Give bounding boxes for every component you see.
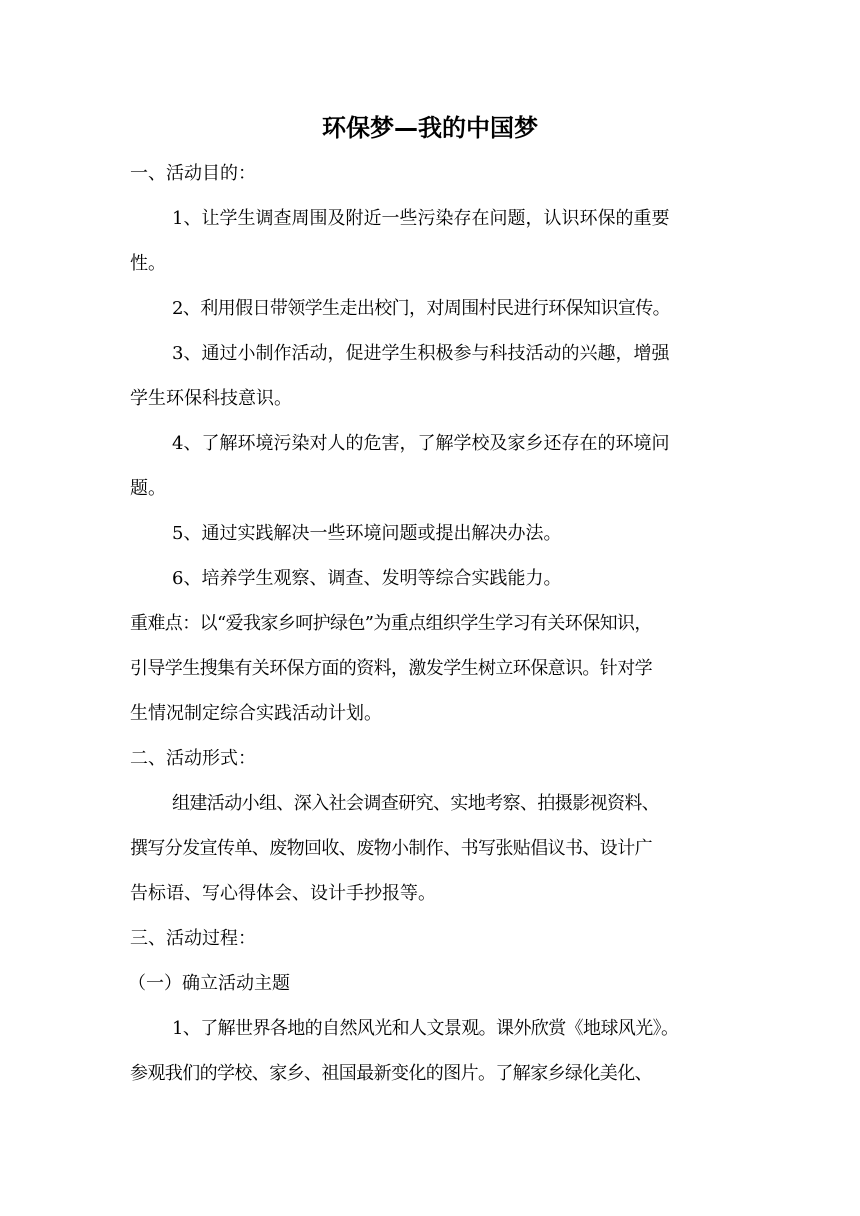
section-heading-format: 二、活动形式： [130,748,256,769]
paragraph-line: 1、让学生调查周围及附近一些污染存在问题，认识环保的重要 [172,208,670,229]
paragraph-line: 6、培养学生观察、调查、发明等综合实践能力。 [172,568,562,589]
paragraph-line: 5、通过实践解决一些环境问题或提出解决办法。 [172,523,562,544]
document-title: 环保梦—我的中国梦 [322,114,538,142]
paragraph-line: 4、了解环境污染对人的危害，了解学校及家乡还存在的环境问 [172,433,670,454]
paragraph-line: 告标语、写心得体会、设计手抄报等。 [130,883,436,904]
paragraph-line: 组建活动小组、深入社会调查研究、实地考察、拍摄影视资料、 [172,793,660,814]
paragraph-line: 引导学生搜集有关环保方面的资料，激发学生树立环保意识。针对学 [130,658,652,679]
paragraph-line: 题。 [130,478,166,499]
paragraph-line: 参观我们的学校、家乡、祖国最新变化的图片。了解家乡绿化美化、 [130,1063,652,1084]
paragraph-line: 生情况制定综合实践活动计划。 [130,703,382,724]
section-heading-process: 三、活动过程： [130,928,256,949]
paragraph-line: 2、利用假日带领学生走出校门，对周围村民进行环保知识宣传。 [172,298,671,319]
paragraph-line: 1、了解世界各地的自然风光和人文景观。课外欣赏《地球风光》。 [172,1018,679,1039]
section-heading-purpose: 一、活动目的： [130,163,256,184]
paragraph-line: 撰写分发宣传单、废物回收、废物小制作、书写张贴倡议书、设计广 [130,838,652,859]
paragraph-line: 重难点：以“爱我家乡呵护绿色”为重点组织学生学习有关环保知识， [130,613,652,634]
subsection-heading: （一）确立活动主题 [128,973,290,994]
paragraph-line: 性。 [130,253,166,274]
paragraph-line: 学生环保科技意识。 [130,388,292,409]
paragraph-line: 3、通过小制作活动，促进学生积极参与科技活动的兴趣，增强 [172,343,670,364]
